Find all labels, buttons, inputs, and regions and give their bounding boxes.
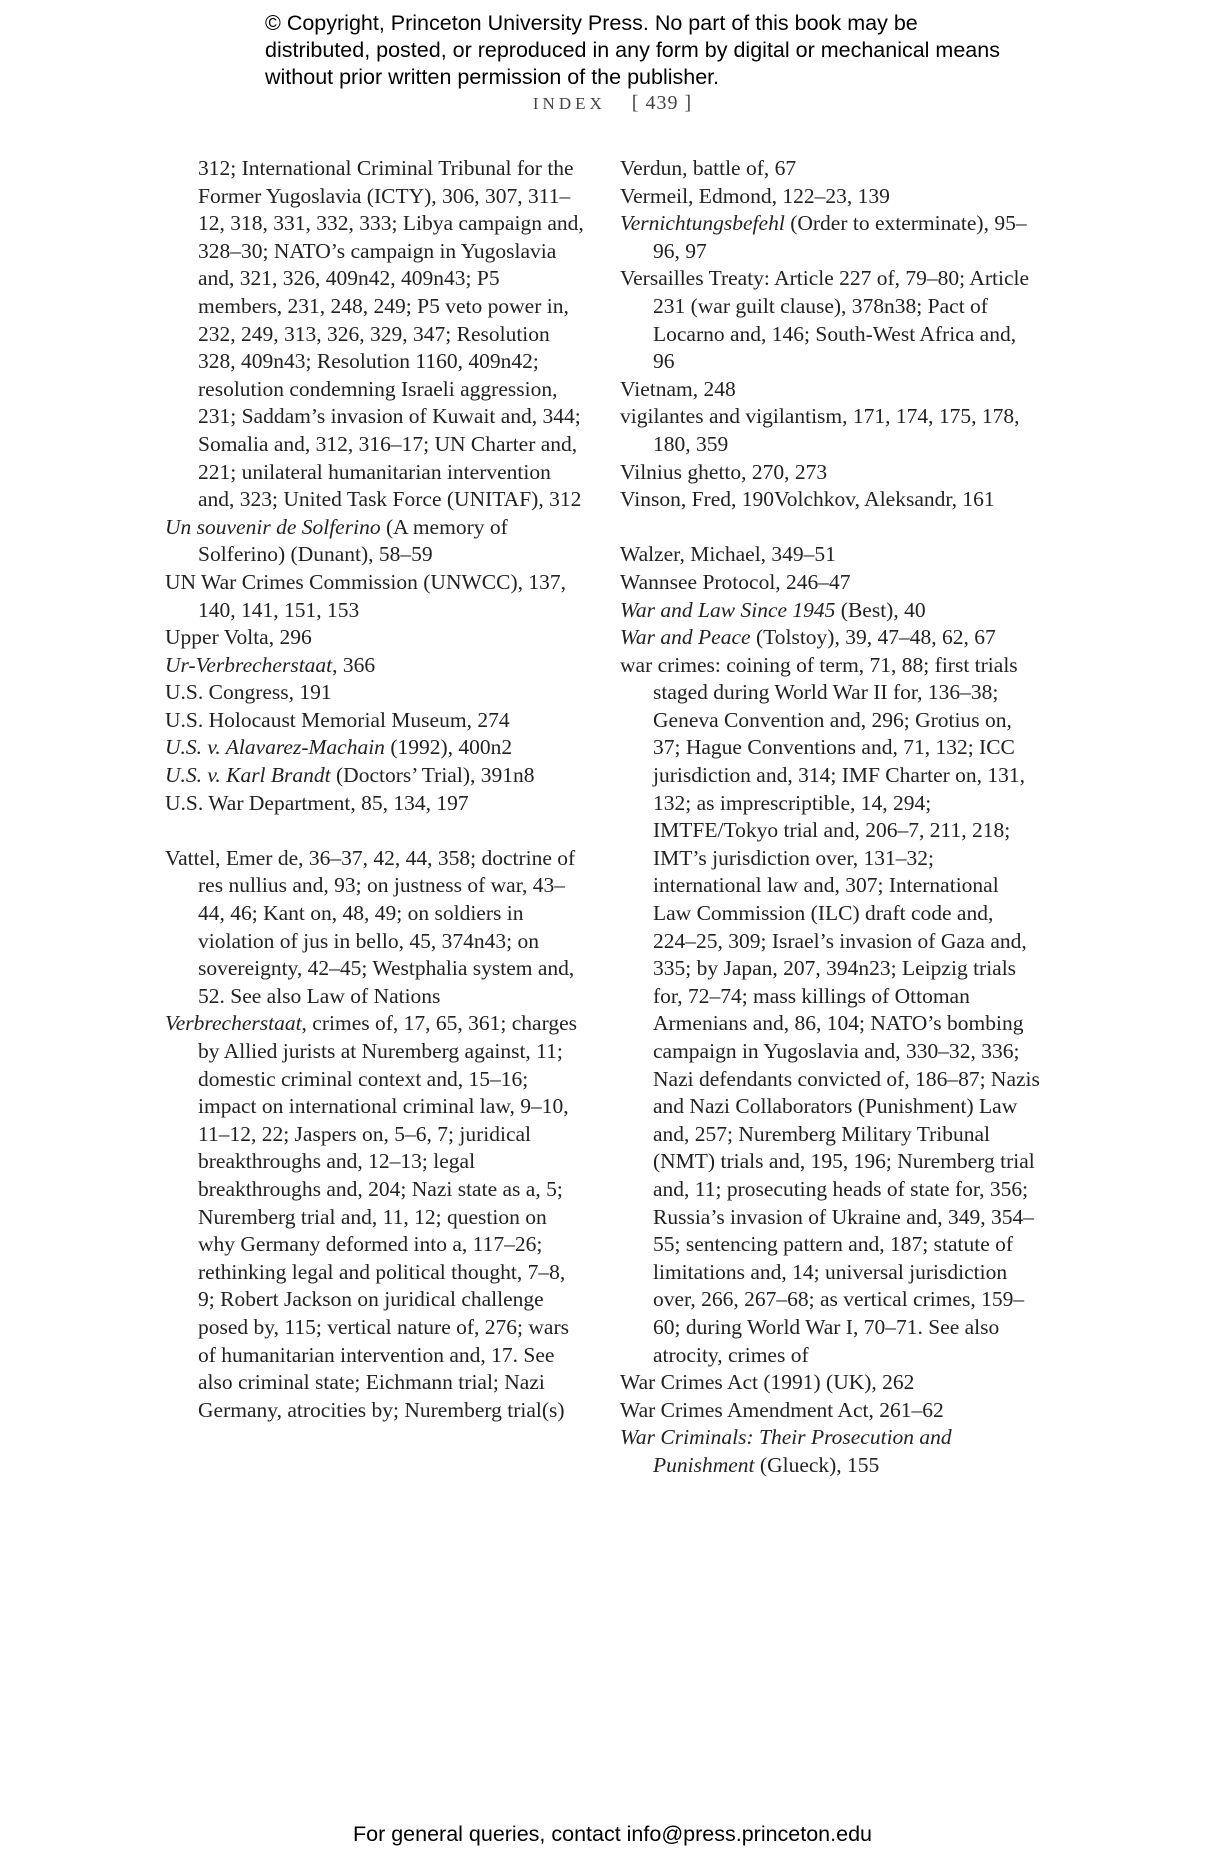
index-entry: 312; International Criminal Tribunal for the Former Yugoslavia (ICTY), 306, 307, 311–12, 318, 331, 332, 333; Libya campaign and, 328–30; NATO’s campaign in Yugoslavia and, 321, 326, 409n42, 409n43; P5 members, 231, 248, 249; P5 veto power in, 232, 249, 313, 326, 329, 347; Resolution 328, 409n43; Resolution 1160, 409n42; resolution condemning Israeli aggression, 231; Saddam’s invasion of Kuwait and, 344; Somalia and, 312, 316–17; UN Charter and, 221; unilateral humanitarian intervention and, 323; United Task Force (UNITAF), 312: [198, 156, 584, 512]
index-entry: vigilantes and vigilantism, 171, 174, 175, 178, 180, 359: [620, 404, 1020, 456]
index-entry: war crimes: coining of term, 71, 88; first trials staged during World War II for, 136–38; Geneva Convention and, 296; Grotius on, 37; Hague Conventions and, 71, 132; ICC jurisdiction and, 314; IMF Charter on, 131, 132; as imprescriptible, 14, 294; IMTFE/Tokyo trial and, 206–7, 211, 218; IMT’s jurisdiction over, 131–32; international law and, 307; International Law Commission (ILC) draft code and, 224–25, 309; Israel’s invasion of Gaza and, 335; by Japan, 207, 394n23; Leipzig trials for, 72–74; mass killings of Ottoman Armenians and, 86, 104; NATO’s bombing campaign in Yugoslavia and, 330–32, 336; Nazi defendants convicted of, 186–87; Nazis and Nazi Collaborators (Punishment) Law and, 257; Nuremberg Military Tribunal (NMT) trials and, 195, 196; Nuremberg trial and, 11; prosecuting heads of state for, 356; Russia’s invasion of Ukraine and, 349, 354–55; sentencing pattern and, 187; statute of limitations and, 14; universal jurisdiction over, 266, 267–68; as vertical crimes, 159–60; during World War I, 70–71. See also atrocity, crimes of: [620, 652, 1040, 1367]
index-entry: Ur-Verbrecherstaat, 366: [165, 652, 376, 677]
entry-title: U.S. v. Alavarez-Machain: [165, 735, 385, 760]
index-entry: War and Peace (Tolstoy), 39, 47–48, 62, 67: [620, 625, 996, 650]
index-entry: U.S. Congress, 191: [165, 680, 332, 705]
entry-title: Un souvenir de Solferino: [165, 514, 381, 539]
index-column-left: [165, 155, 585, 1424]
index-entry: Upper Volta, 296: [165, 625, 312, 650]
index-entry: Un souvenir de Solferino (A memory of Solferino) (Dunant), 58–59: [165, 514, 508, 567]
index-entry: U.S. Holocaust Memorial Museum, 274: [165, 707, 510, 732]
index-entry: Vilnius ghetto, 270, 273: [620, 459, 828, 484]
index-column-right: [620, 155, 1040, 1480]
index-entry: War and Law Since 1945 (Best), 40: [620, 597, 926, 622]
index-entry: War Criminals: Their Prosecution and Punishment (Glueck), 155: [620, 1425, 952, 1477]
index-entry: Verbrecherstaat, crimes of, 17, 65, 361; charges by Allied jurists at Nuremberg against, 11; domestic criminal context and, 15–16; impact on international criminal law, 9–10, 11–12, 22; Jaspers on, 5–6, 7; juridical breakthroughs and, 12–13; legal breakthroughs and, 204; Nazi state as a, 5; Nuremberg trial and, 11, 12; question on why Germany deformed into a, 117–26; rethinking legal and political thought, 7–8, 9; Robert Jackson on juridical challenge posed by, 115; vertical nature of, 276; wars of humanitarian intervention and, 17. See also criminal state; Eichmann trial; Nazi Germany, atrocities by; Nuremberg trial(s): [165, 1011, 578, 1422]
entry-title: War Criminals: Their Prosecution and Punishment: [620, 1425, 952, 1477]
entry-title: Vernichtungsbefehl: [620, 211, 785, 236]
running-head: [0, 92, 1225, 115]
index-entry: War Crimes Act (1991) (UK), 262: [620, 1370, 915, 1395]
index-entry: Verdun, battle of, 67: [620, 156, 797, 180]
index-entry: U.S. War Department, 85, 134, 197: [165, 790, 469, 815]
index-entry: Vermeil, Edmond, 122–23, 139: [620, 183, 890, 208]
page-number: [ 439 ]: [631, 92, 693, 114]
entry-title: U.S. v. Karl Brandt: [165, 763, 331, 788]
index-entry: Vernichtungsbefehl (Order to exterminate), 95–96, 97: [620, 211, 1027, 263]
index-entry: UN War Crimes Commission (UNWCC), 137, 140, 141, 151, 153: [165, 569, 566, 622]
entry-title: War and Law Since 1945: [620, 597, 836, 622]
index-entry: Wannsee Protocol, 246–47: [620, 569, 851, 594]
index-entry: War Crimes Amendment Act, 261–62: [620, 1397, 944, 1422]
index-entry: Versailles Treaty: Article 227 of, 79–80; Article 231 (war guilt clause), 378n38; Pact of Locarno and, 146; South-West Africa and, 96: [620, 266, 1030, 374]
footer-contact: For general queries, contact info@press.princeton.edu: [352, 1822, 872, 1846]
index-entry: Vattel, Emer de, 36–37, 42, 44, 358; doctrine of res nullius and, 93; on justness of war, 43–44, 46; Kant on, 48, 49; on soldiers in violation of jus in bello, 45, 374n43; on sovereignty, 42–45; Westphalia system and, 52. See also Law of Nations: [165, 845, 576, 1008]
index-entry: U.S. v. Alavarez-Machain (1992), 400n2: [165, 735, 513, 760]
index-entry: Walzer, Michael, 349–51: [620, 542, 836, 567]
running-head-label: INDEX: [532, 94, 606, 113]
entry-title: War and Peace: [620, 625, 751, 650]
entry-title: Ur-Verbrecherstaat: [165, 652, 333, 677]
index-entry: U.S. v. Karl Brandt (Doctors’ Trial), 391n8: [165, 763, 535, 788]
index-entry: Vietnam, 248: [620, 376, 736, 401]
index-entry: Vinson, Fred, 190Volchkov, Aleksandr, 161: [620, 487, 995, 512]
copyright-notice: © Copyright, Princeton University Press. No part of this book may be distributed, posted, or reproduced in any form by digital or mechanical means without prior written permission of the publisher.: [265, 11, 1000, 89]
entry-title: Verbrecherstaat: [165, 1011, 302, 1036]
